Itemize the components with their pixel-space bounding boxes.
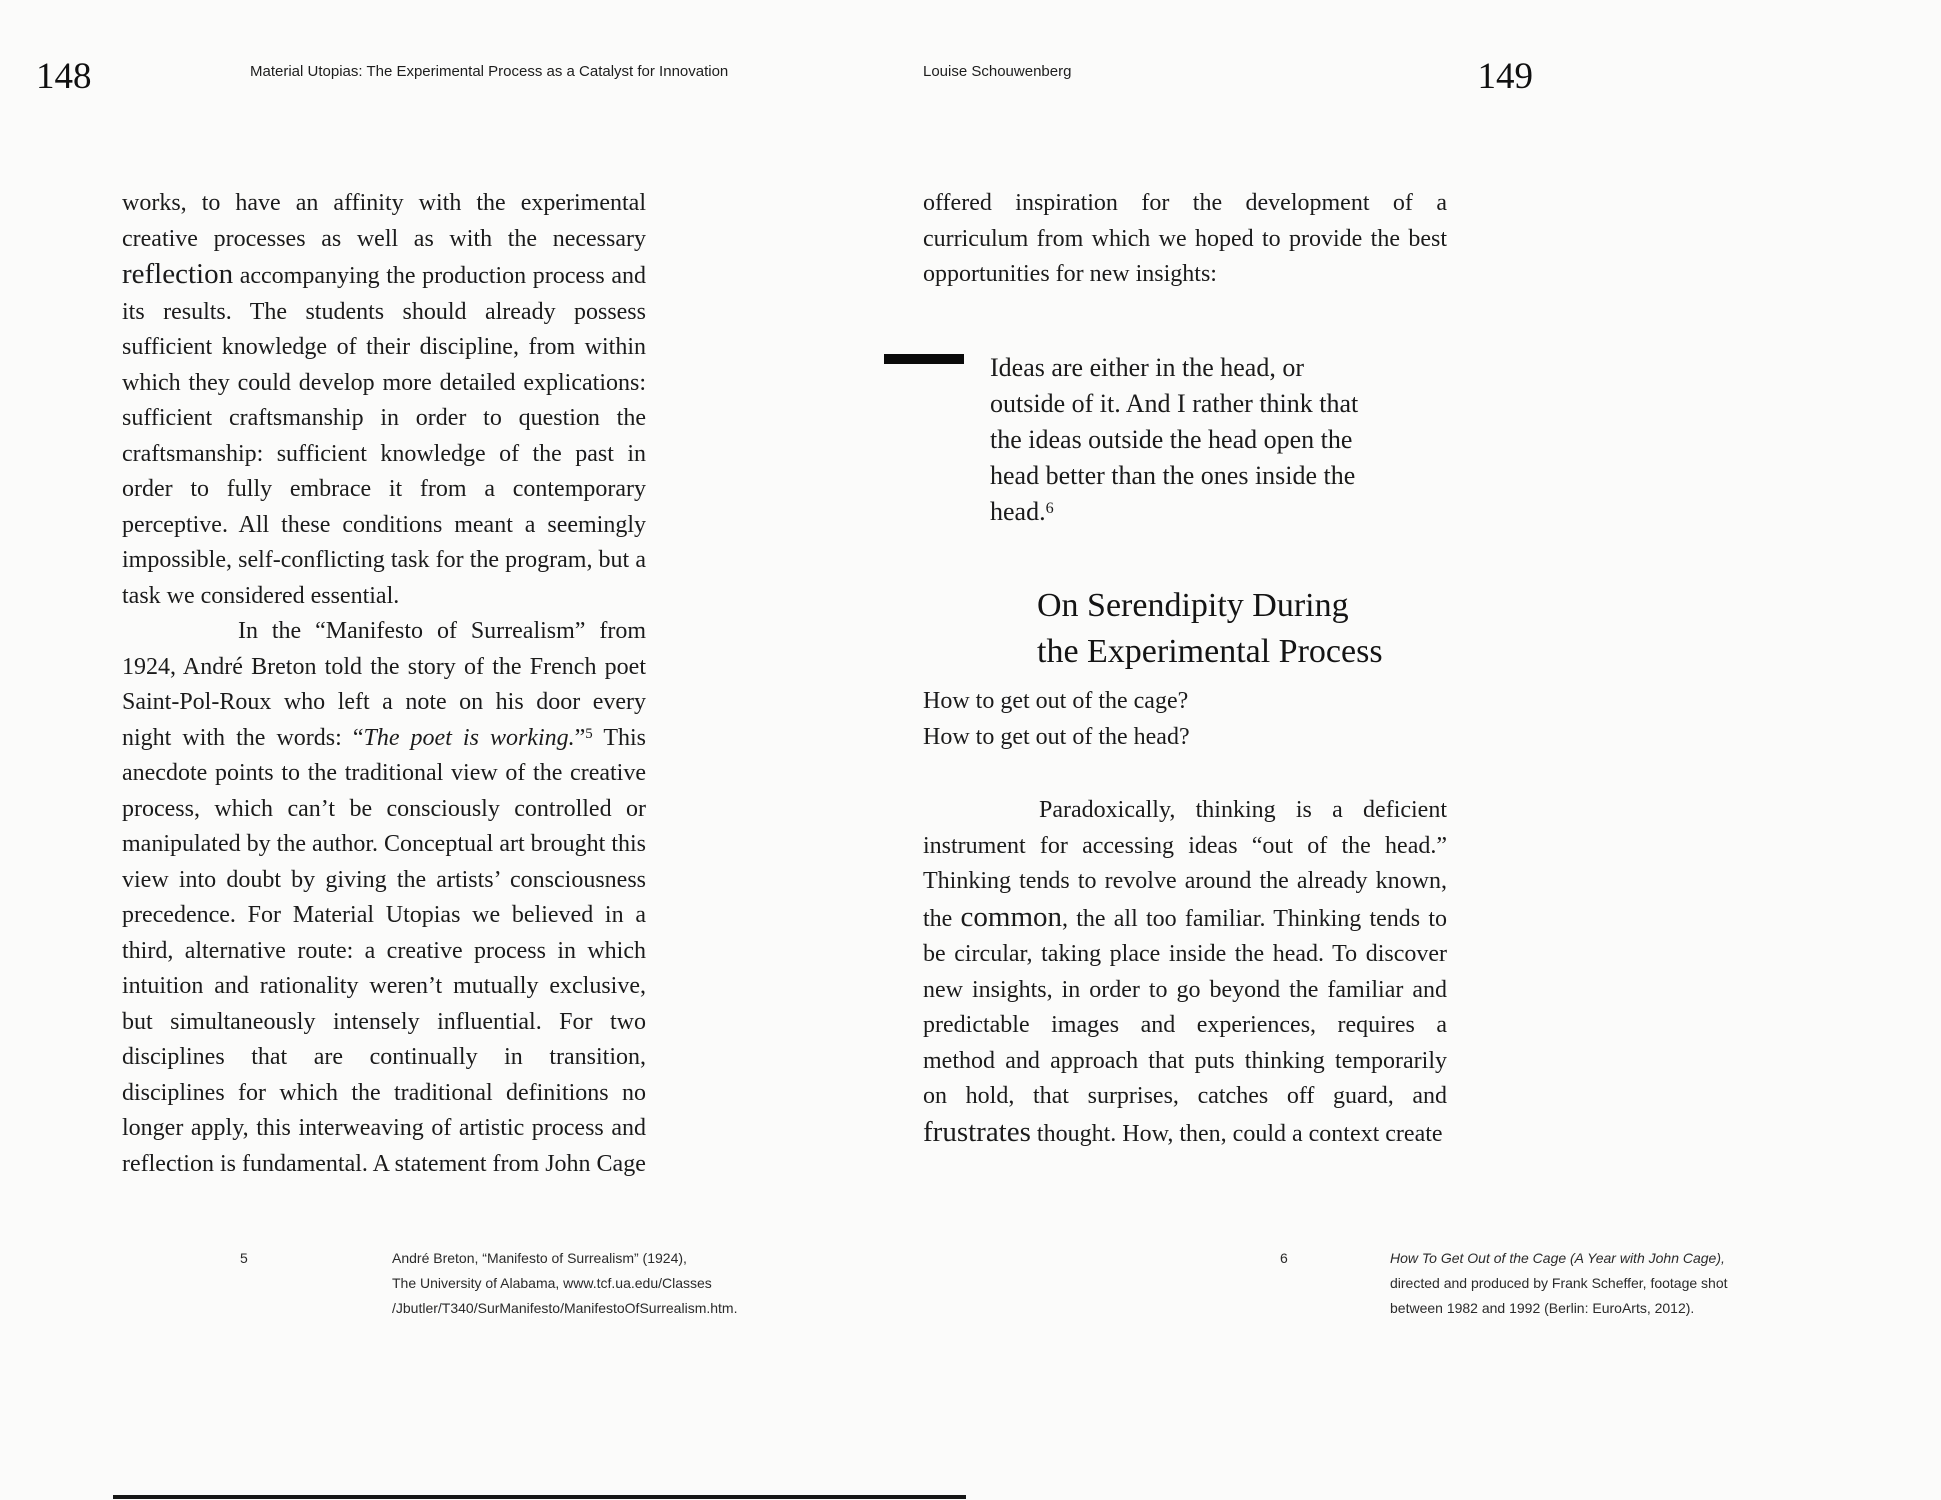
right-intro-column bbox=[923, 186, 1447, 293]
right-body-column bbox=[923, 793, 1447, 1152]
right-footnote-text: How To Get Out of the Cage (A Year with John Cage), directed and produced by Frank Scheffer, footage shot between 1982 and 1992 (Berlin: EuroArts, 2012). bbox=[1390, 1250, 1728, 1316]
left-footnote-text: André Breton, “Manifesto of Surrealism” (1924), The University of Alabama, www.tcf.ua.edu/Classes /Jbutler/T340/SurManifesto/ManifestoOfSurrealism.htm. bbox=[392, 1250, 738, 1316]
left-body-column bbox=[122, 186, 646, 1182]
left-paragraph-1: works, to have an affinity with the experimental creative processes as well as with the necessary reflection accompanying the production process and its results. The students should already possess sufficient knowledge of their discipline, from within which they could develop more detailed explications: sufficient craftsmanship in order to question the craftsmanship: sufficient knowledge of the past in order to fully embrace it from a contemporary perceptive. All these conditions meant a seemingly impossible, self-conflicting task for the program, but a task we considered essential. bbox=[122, 190, 646, 609]
page-bottom-edge bbox=[113, 1495, 966, 1499]
right-page-number: 149 bbox=[1477, 56, 1533, 97]
left-paragraph-2: In the “Manifesto of Surrealism” from 1924, André Breton told the story of the French poet Saint-Pol-Roux who left a note on his door every night with the words: “The poet is working.”$^5$ This anecdote points to the traditional view of the creative process, which can’t be consciously controlled or manipulated by the author. Conceptual art brought this view into doubt by giving the artists’ consciousness precedence. For Material Utopias we believed in a third, alternative route: a creative process in which intuition and rationality weren’t mutually exclusive, but simultaneously intensely influential. For two disciplines that are continually in transition, disciplines for which the traditional definitions no longer apply, this interweaving of artistic process and reflection is fundamental. A statement from John Cage bbox=[122, 618, 647, 1177]
right-running-head: Louise Schouwenberg bbox=[923, 63, 1072, 80]
left-running-head: Material Utopias: The Experimental Process as a Catalyst for Innovation bbox=[250, 63, 729, 80]
pull-quote: Ideas are either in the head, or outside of it. And I rather think that the ideas outside the head open the head better than the ones inside the head.$^6$ bbox=[990, 353, 1359, 526]
left-footnote-number: 5 bbox=[240, 1250, 248, 1266]
right-body-paragraph: Paradoxically, thinking is a deficient instrument for accessing ideas “out of the head.” Thinking tends to revolve around the already known, the common, the all too familiar. Thinking tends to be circular, taking place inside the head. To discover new insights, in order to go beyond the familiar and predictable images and experiences, requires a method and approach that puts thinking temporarily on hold, that surprises, catches off guard, and frustrates thought. How, then, could a context create bbox=[923, 797, 1447, 1148]
left-page-number: 148 bbox=[36, 56, 92, 97]
right-intro-paragraph: offered inspiration for the development of a curriculum from which we hoped to provide the best opportunities for new insights: bbox=[923, 190, 1447, 287]
pull-quote-rule bbox=[884, 354, 964, 364]
section-heading: On Serendipity During the Experimental Process bbox=[1037, 587, 1383, 670]
question-lines: How to get out of the cage? How to get out of the head? bbox=[923, 688, 1190, 750]
right-footnote-number: 6 bbox=[1280, 1250, 1288, 1266]
